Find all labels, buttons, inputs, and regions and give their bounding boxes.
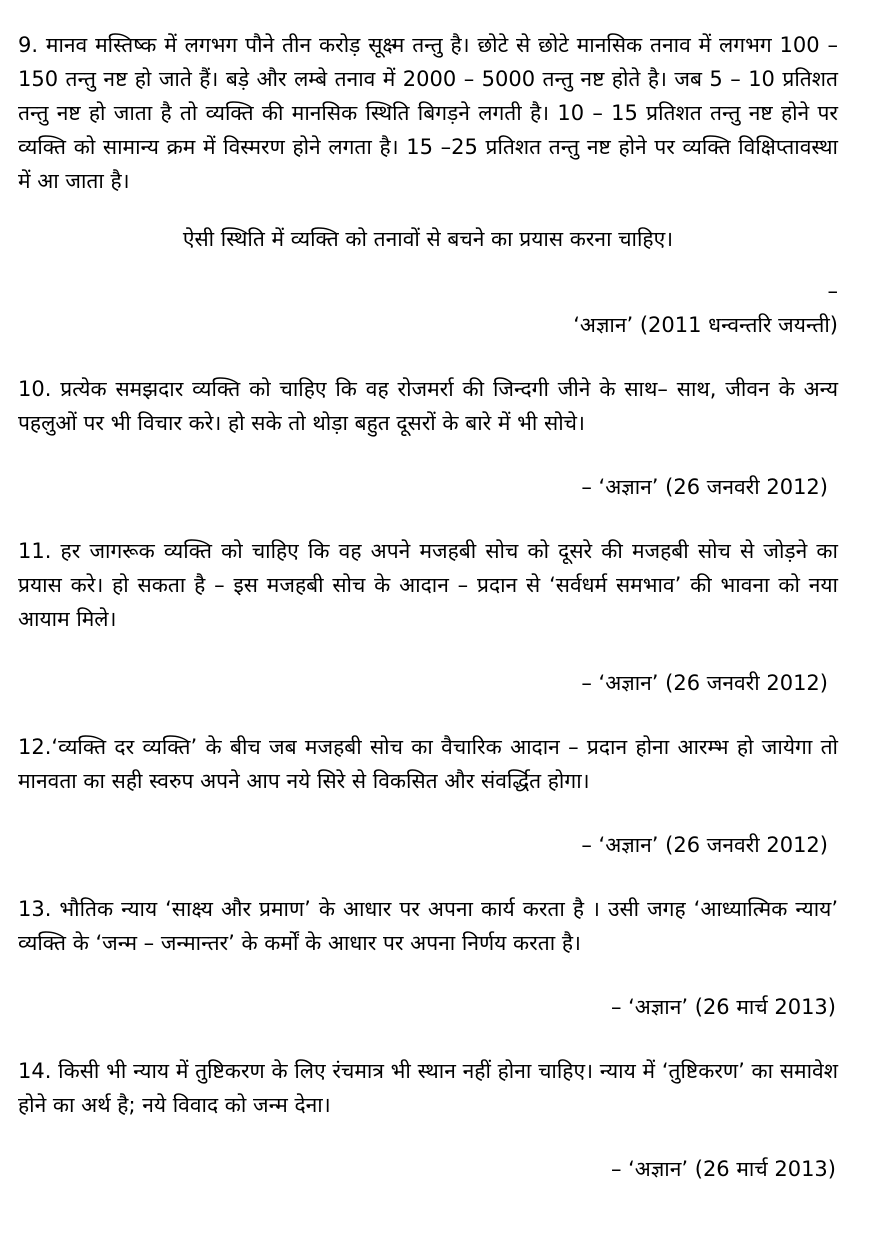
quote-14-attribution: – ‘अज्ञान’ (26 मार्च 2013) xyxy=(610,1157,836,1181)
quote-12-text: 12.‘व्यक्ति दर व्यक्ति’ के बीच जब मजहबी सोच का वैचारिक आदान – प्रदान होना आरम्भ हो जायेगा तो मानवता का सही स्वरुप अपने आप नये सिरे से विकसित और संवर्द्धित होगा। xyxy=(18,735,838,793)
quote-9-attribution: ‘अज्ञान’ (2011 धन्वन्तरि जयन्ती) xyxy=(573,313,838,337)
quote-10-text: 10. प्रत्येक समझदार व्यक्ति को चाहिए कि वह रोजमर्रा की जिन्दगी जीने के साथ– साथ, जीवन के अन्य पहलुओं पर भी विचार करे। हो सके तो थोड़ा बहुत दूसरों के बारे में भी सोचे। xyxy=(18,377,838,435)
quote-9-dash: – xyxy=(827,279,838,303)
quote-14-text: 14. किसी भी न्याय में तुष्टिकरण के लिए रंचमात्र भी स्थान नहीं होना चाहिए। न्याय में ‘तुष्टिकरण’ का समावेश होने का अर्थ है; नये विवाद को जन्म देना। xyxy=(18,1059,838,1117)
quote-10-attribution: – ‘अज्ञान’ (26 जनवरी 2012) xyxy=(581,475,828,499)
quote-11-text: 11. हर जागरूक व्यक्ति को चाहिए कि वह अपने मजहबी सोच को दूसरे की मजहबी सोच से जोड़ने का प्रयास करे। हो सकता है – इस मजहबी सोच के आदान – प्रदान से ‘सर्वधर्म समभाव’ की भावना को नया आयाम मिले। xyxy=(18,539,838,631)
quote-12-attribution: – ‘अज्ञान’ (26 जनवरी 2012) xyxy=(581,833,828,857)
quote-13-text: 13. भौतिक न्याय ‘साक्ष्य और प्रमाण’ के आधार पर अपना कार्य करता है । उसी जगह ‘आध्यात्मिक न्याय’ व्यक्ति के ‘जन्म – जन्मान्तर’ के कर्मों के आधार पर अपना निर्णय करता है। xyxy=(18,897,838,955)
quote-9-text: 9. मानव मस्तिष्क में लगभग पौने तीन करोड़ सूक्ष्म तन्तु है। छोटे से छोटे मानसिक तनाव में लगभग 100 – 150 तन्तु नष्ट हो जाते हैं। बड़े और लम्बे तनाव में 2000 – 5000 तन्तु नष्ट होते है। जब 5 – 10 प्रतिशत तन्तु नष्ट हो जाता है तो व्यक्ति की मानसिक स्थिति बिगड़ने लगती है। 10 – 15 प्रतिशत तन्तु नष्ट होने पर व्यक्ति को सामान्य क्रम में विस्मरण होने लगता है। 15 –25 प्रतिशत तन्तु नष्ट होने पर व्यक्ति विक्षिप्तावस्था में आ जाता है। xyxy=(18,33,838,193)
quote-13-attribution: – ‘अज्ञान’ (26 मार्च 2013) xyxy=(610,995,836,1019)
document-page xyxy=(18,28,838,1186)
quote-9-note: ऐसी स्थिति में व्यक्ति को तनावों से बचने का प्रयास करना चाहिए। xyxy=(182,227,674,251)
quote-11-attribution: – ‘अज्ञान’ (26 जनवरी 2012) xyxy=(581,671,828,695)
